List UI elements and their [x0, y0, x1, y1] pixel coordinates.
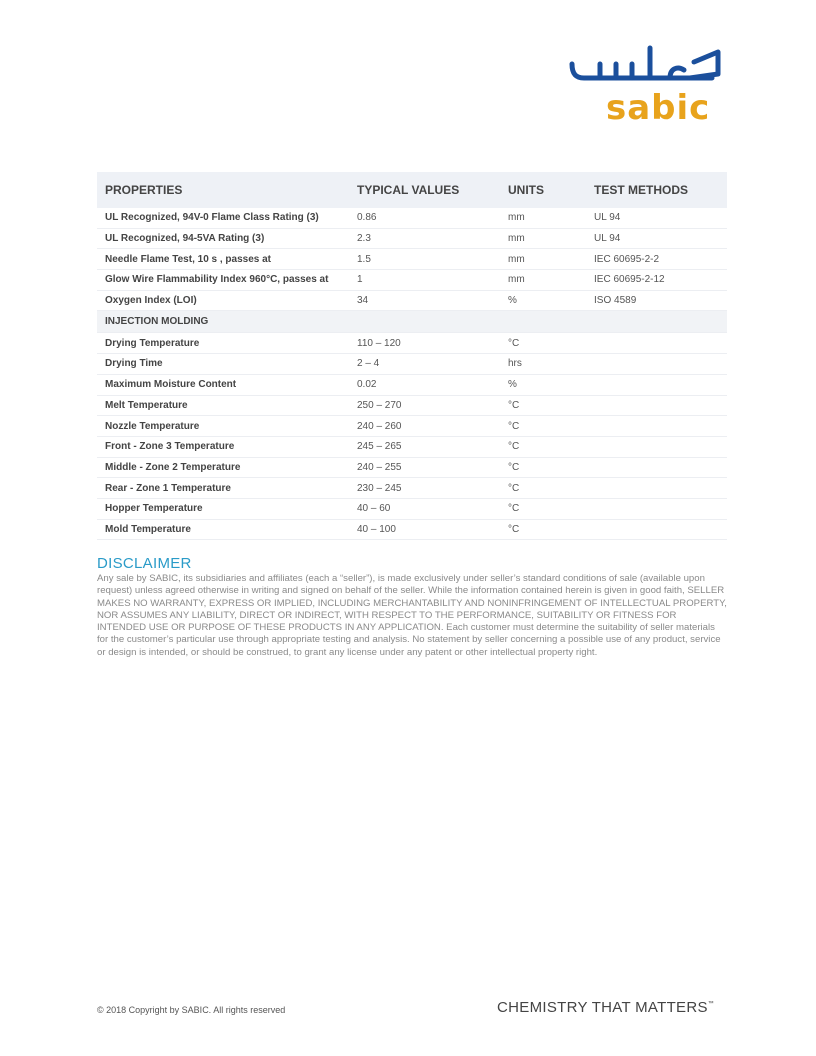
- unit-cell: mm: [500, 208, 586, 228]
- header-test-methods: TEST METHODS: [586, 172, 727, 208]
- property-cell: UL Recognized, 94-5VA Rating (3): [97, 228, 349, 249]
- table-row: [97, 457, 727, 478]
- property-cell: Rear - Zone 1 Temperature: [97, 478, 349, 499]
- unit-cell: %: [500, 374, 586, 395]
- method-cell: IEC 60695-2-12: [586, 270, 727, 291]
- value-cell: 230 – 245: [349, 478, 500, 499]
- method-cell: [586, 478, 727, 499]
- table-row: [97, 228, 727, 249]
- section-row: [97, 311, 727, 333]
- value-cell: 245 – 265: [349, 436, 500, 457]
- tagline-text: CHEMISTRY THAT MATTERS: [497, 999, 708, 1016]
- value-cell: 40 – 100: [349, 519, 500, 540]
- unit-cell: °C: [500, 478, 586, 499]
- method-cell: UL 94: [586, 228, 727, 249]
- method-cell: [586, 436, 727, 457]
- unit-cell: mm: [500, 249, 586, 270]
- table-row: [97, 208, 727, 228]
- unit-cell: °C: [500, 333, 586, 354]
- properties-table: [97, 172, 727, 540]
- tagline: [497, 999, 714, 1016]
- table-row: [97, 395, 727, 416]
- property-cell: Mold Temperature: [97, 519, 349, 540]
- table-row: [97, 478, 727, 499]
- property-cell: Hopper Temperature: [97, 498, 349, 519]
- value-cell: 250 – 270: [349, 395, 500, 416]
- disclaimer-text: Any sale by SABIC, its subsidiaries and affiliates (each a “seller”), is made exclusively under seller’s standard conditions of sale (available upon request) unless agreed otherwise in writing and signed on behalf of the seller. While the information contained herein is given in good faith, SELLER MAKES NO WARRANTY, EXPRESS OR IMPLIED, INCLUDING MERCHANTABILITY AND NONINFRINGEMENT OF INTELLECTUAL PROPERTY, NOR ASSUMES ANY LIABILITY, DIRECT OR INDIRECT, WITH RESPECT TO THE PERFORMANCE, SUITABILITY OR FITNESS FOR INTENDED USE OR PURPOSE OF THESE PRODUCTS IN ANY APPLICATION. Each customer must determine the suitability of seller materials for the customer’s particular use through appropriate testing and analysis. No statement by seller concerning a possible use of any product, service or design is intended, or should be construed, to grant any license under any patent or other intellectual property right.: [97, 573, 727, 658]
- value-cell: 1: [349, 270, 500, 291]
- property-cell: Needle Flame Test, 10 s , passes at: [97, 249, 349, 270]
- method-cell: [586, 354, 727, 375]
- value-cell: 2.3: [349, 228, 500, 249]
- method-cell: [586, 498, 727, 519]
- table-row: [97, 333, 727, 354]
- table-row: [97, 270, 727, 291]
- property-cell: Drying Temperature: [97, 333, 349, 354]
- property-cell: Melt Temperature: [97, 395, 349, 416]
- method-cell: ISO 4589: [586, 290, 727, 311]
- method-cell: [586, 416, 727, 437]
- unit-cell: hrs: [500, 354, 586, 375]
- method-cell: UL 94: [586, 208, 727, 228]
- table-row: [97, 374, 727, 395]
- method-cell: [586, 374, 727, 395]
- property-cell: Drying Time: [97, 354, 349, 375]
- table-row: [97, 498, 727, 519]
- value-cell: 2 – 4: [349, 354, 500, 375]
- value-cell: 240 – 260: [349, 416, 500, 437]
- table-row: [97, 436, 727, 457]
- copyright-text: © 2018 Copyright by SABIC. All rights reserved: [97, 1005, 286, 1015]
- value-cell: 34: [349, 290, 500, 311]
- unit-cell: mm: [500, 228, 586, 249]
- unit-cell: °C: [500, 436, 586, 457]
- value-cell: 1.5: [349, 249, 500, 270]
- header-units: UNITS: [500, 172, 586, 208]
- disclaimer-section: [97, 555, 727, 659]
- unit-cell: mm: [500, 270, 586, 291]
- unit-cell: %: [500, 290, 586, 311]
- property-cell: Maximum Moisture Content: [97, 374, 349, 395]
- trademark-symbol: ™: [707, 1001, 715, 1007]
- header-typical-values: TYPICAL VALUES: [349, 172, 500, 208]
- sabic-logo: [566, 44, 726, 136]
- value-cell: 240 – 255: [349, 457, 500, 478]
- property-cell: Middle - Zone 2 Temperature: [97, 457, 349, 478]
- sabic-latin-logo: sabic: [606, 88, 711, 128]
- table-header-row: [97, 172, 727, 208]
- unit-cell: °C: [500, 457, 586, 478]
- property-cell: Front - Zone 3 Temperature: [97, 436, 349, 457]
- header-properties: PROPERTIES: [97, 172, 349, 208]
- property-cell: Glow Wire Flammability Index 960°C, passes at: [97, 270, 349, 291]
- value-cell: 0.02: [349, 374, 500, 395]
- method-cell: [586, 395, 727, 416]
- unit-cell: °C: [500, 519, 586, 540]
- property-cell: Nozzle Temperature: [97, 416, 349, 437]
- value-cell: 0.86: [349, 208, 500, 228]
- property-cell: Oxygen Index (LOI): [97, 290, 349, 311]
- property-cell: UL Recognized, 94V-0 Flame Class Rating (3): [97, 208, 349, 228]
- table-row: [97, 519, 727, 540]
- unit-cell: °C: [500, 416, 586, 437]
- unit-cell: °C: [500, 498, 586, 519]
- method-cell: [586, 519, 727, 540]
- value-cell: 40 – 60: [349, 498, 500, 519]
- table-row: [97, 416, 727, 437]
- method-cell: [586, 457, 727, 478]
- method-cell: [586, 333, 727, 354]
- table-row: [97, 249, 727, 270]
- method-cell: IEC 60695-2-2: [586, 249, 727, 270]
- disclaimer-title: DISCLAIMER: [97, 555, 192, 572]
- unit-cell: °C: [500, 395, 586, 416]
- value-cell: 110 – 120: [349, 333, 500, 354]
- section-title: INJECTION MOLDING: [97, 311, 727, 333]
- table-row: [97, 290, 727, 311]
- sabic-arabic-logo-mark: [566, 44, 726, 92]
- table-row: [97, 354, 727, 375]
- table-body: [97, 208, 727, 540]
